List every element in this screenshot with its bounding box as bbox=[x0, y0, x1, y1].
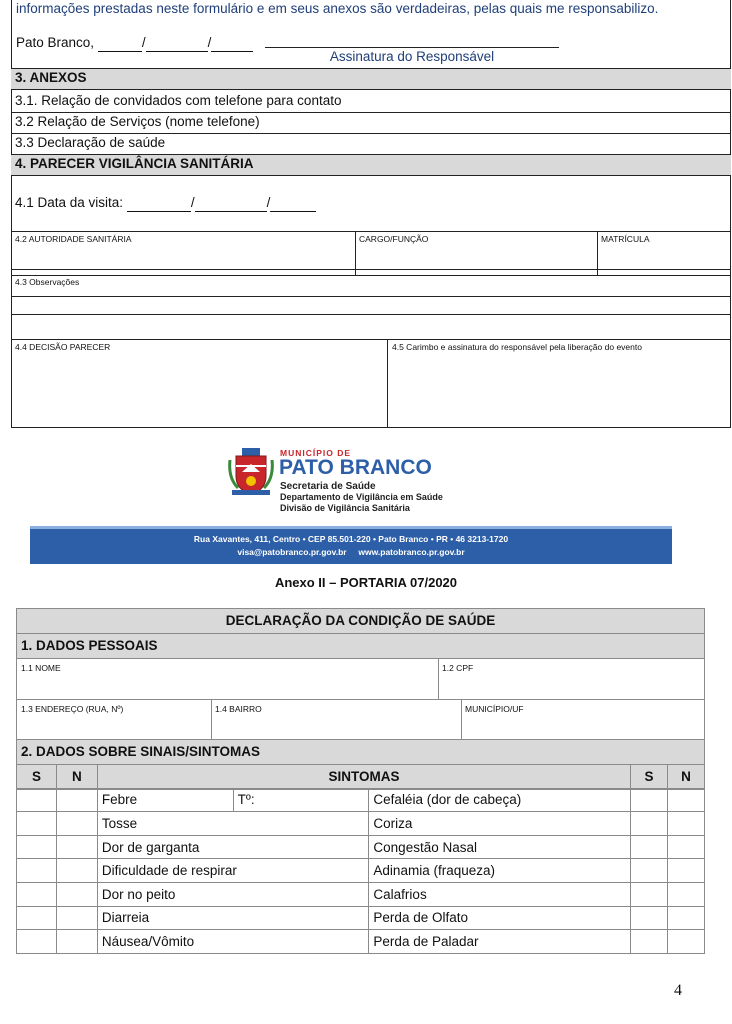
symptom-s-checkbox-right[interactable] bbox=[631, 812, 668, 836]
symptom-row bbox=[17, 859, 705, 883]
symptom-right-label: Coriza bbox=[369, 812, 631, 836]
symptom-left-label: Dor no peito bbox=[97, 882, 369, 906]
declaration-text: informações prestadas neste formulário e em seus anexos são verdadeiras, pelas quais me responsabilizo. bbox=[16, 1, 659, 16]
symptom-right-label: Perda de Paladar bbox=[369, 930, 631, 954]
symptom-n-checkbox-right[interactable] bbox=[668, 882, 705, 906]
symptom-n-checkbox[interactable] bbox=[56, 930, 97, 954]
symptoms-header-row bbox=[17, 765, 705, 789]
symptom-right-label: Congestão Nasal bbox=[369, 835, 631, 859]
symptom-s-checkbox[interactable] bbox=[17, 906, 57, 930]
symptom-left-label: Náusea/Vômito bbox=[97, 930, 369, 954]
col-s-header: S bbox=[17, 765, 57, 789]
symptom-row bbox=[17, 930, 705, 954]
temperature-label: Tº: bbox=[233, 788, 369, 812]
symptom-s-checkbox[interactable] bbox=[17, 882, 57, 906]
symptom-s-checkbox-right[interactable] bbox=[631, 882, 668, 906]
section4-header bbox=[11, 154, 731, 176]
month-blank[interactable] bbox=[146, 38, 208, 52]
visit-day-blank[interactable] bbox=[127, 198, 191, 212]
symptom-n-checkbox-right[interactable] bbox=[668, 835, 705, 859]
visit-year-blank[interactable] bbox=[270, 198, 316, 212]
observations-label: 4.3 Observações bbox=[15, 277, 80, 287]
symptom-n-checkbox[interactable] bbox=[56, 812, 97, 836]
symptom-n-checkbox[interactable] bbox=[56, 788, 97, 812]
col-n-header-right: N bbox=[668, 765, 705, 789]
section3-title: 3. ANEXOS bbox=[15, 70, 87, 85]
symptom-right-label: Calafrios bbox=[369, 882, 631, 906]
symptom-row bbox=[17, 788, 705, 812]
visit-date-label: 4.1 Data da visita: bbox=[15, 195, 124, 210]
symptom-s-checkbox-right[interactable] bbox=[631, 930, 668, 954]
symptom-left-label: Febre bbox=[97, 788, 233, 812]
address-text: Rua Xavantes, 411, Centro • CEP 85.501-220 • Pato Branco • PR • 46 3213-1720 bbox=[193, 534, 509, 544]
contact-banner bbox=[30, 526, 672, 564]
annex-title: Anexo II – PORTARIA 07/2020 bbox=[274, 575, 458, 590]
symptom-right-label: Adinamia (fraqueza) bbox=[369, 859, 631, 883]
symptom-s-checkbox[interactable] bbox=[17, 835, 57, 859]
day-blank[interactable] bbox=[98, 38, 142, 52]
symptom-s-checkbox[interactable] bbox=[17, 788, 57, 812]
symptom-n-checkbox[interactable] bbox=[56, 906, 97, 930]
visit-date-line: 4.1 Data da visita: / / bbox=[15, 194, 316, 212]
symptom-n-checkbox-right[interactable] bbox=[668, 859, 705, 883]
divisao-line: Divisão de Vigilância Sanitária bbox=[280, 503, 410, 513]
endereco-label: 1.3 ENDEREÇO (RUA, Nº) bbox=[21, 704, 124, 714]
nome-label: 1.1 NOME bbox=[21, 663, 61, 673]
symptom-s-checkbox-right[interactable] bbox=[631, 859, 668, 883]
section1-header bbox=[17, 634, 704, 659]
symptom-right-label: Cefaléia (dor de cabeça) bbox=[369, 788, 631, 812]
col-sintomas-header: SINTOMAS bbox=[97, 765, 630, 789]
city-name: PATO BRANCO bbox=[279, 456, 432, 479]
symptom-left-label: Dor de garganta bbox=[97, 835, 369, 859]
col-n-header: N bbox=[56, 765, 97, 789]
symptom-n-checkbox[interactable] bbox=[56, 835, 97, 859]
symptom-row bbox=[17, 812, 705, 836]
section1-title: 1. DADOS PESSOAIS bbox=[21, 638, 158, 653]
symptom-n-checkbox-right[interactable] bbox=[668, 812, 705, 836]
symptom-row bbox=[17, 882, 705, 906]
municipal-coat-of-arms-icon bbox=[228, 448, 274, 496]
symptom-s-checkbox[interactable] bbox=[17, 812, 57, 836]
matricula-label: MATRÍCULA bbox=[601, 234, 650, 244]
symptom-row bbox=[17, 906, 705, 930]
symptom-s-checkbox-right[interactable] bbox=[631, 788, 668, 812]
symptom-s-checkbox-right[interactable] bbox=[631, 906, 668, 930]
secretaria-line: Secretaria de Saúde bbox=[280, 481, 376, 492]
year-blank[interactable] bbox=[211, 38, 253, 52]
section2-title: 2. DADOS SOBRE SINAIS/SINTOMAS bbox=[21, 744, 261, 759]
decision-label: 4.4 DECISÃO PARECER bbox=[15, 342, 111, 352]
health-form bbox=[16, 608, 705, 790]
section2-header bbox=[17, 740, 704, 765]
visit-month-blank[interactable] bbox=[195, 198, 267, 212]
section3-header bbox=[11, 68, 731, 90]
col-s-header-right: S bbox=[631, 765, 668, 789]
symptom-left-label: Dificuldade de respirar bbox=[97, 859, 369, 883]
stamp-label: 4.5 Carimbo e assinatura do responsável pela liberação do evento bbox=[392, 342, 642, 352]
cpf-label: 1.2 CPF bbox=[442, 663, 474, 673]
letterhead bbox=[228, 446, 498, 521]
symptom-n-checkbox-right[interactable] bbox=[668, 930, 705, 954]
contacts-text: visa@patobranco.pr.gov.br www.patobranco.pr.gov.br bbox=[237, 547, 465, 557]
cargo-label: CARGO/FUNÇÃO bbox=[359, 234, 429, 244]
annex-item-1: 3.1. Relação de convidados com telefone para contato bbox=[15, 93, 342, 108]
symptom-n-checkbox-right[interactable] bbox=[668, 906, 705, 930]
departamento-line: Departamento de Vigilância em Saúde bbox=[280, 492, 443, 502]
municipio-label: MUNICÍPIO/UF bbox=[465, 704, 524, 714]
section4-title: 4. PARECER VIGILÂNCIA SANITÁRIA bbox=[15, 156, 254, 171]
symptom-n-checkbox[interactable] bbox=[56, 882, 97, 906]
bairro-label: 1.4 BAIRRO bbox=[215, 704, 262, 714]
health-form-title: DECLARAÇÃO DA CONDIÇÃO DE SAÚDE bbox=[225, 613, 496, 628]
health-form-title-bar bbox=[17, 609, 704, 634]
municipio-text: MUNICÍPIO DE bbox=[280, 448, 352, 458]
symptom-s-checkbox-right[interactable] bbox=[631, 835, 668, 859]
city-prefix: Pato Branco, bbox=[16, 35, 95, 50]
signature-label: Assinatura do Responsável bbox=[329, 49, 495, 64]
symptom-right-label: Perda de Olfato bbox=[369, 906, 631, 930]
symptom-left-label: Diarreia bbox=[97, 906, 369, 930]
symptom-row bbox=[17, 835, 705, 859]
symptom-n-checkbox[interactable] bbox=[56, 859, 97, 883]
top-form bbox=[11, 0, 731, 428]
annex-item-3: 3.3 Declaração de saúde bbox=[15, 135, 166, 150]
symptom-s-checkbox[interactable] bbox=[17, 930, 57, 954]
signature-date-line: Pato Branco, / / bbox=[16, 34, 253, 52]
authority-label: 4.2 AUTORIDADE SANITÁRIA bbox=[15, 234, 132, 244]
page-number: 4 bbox=[674, 982, 682, 999]
symptom-s-checkbox[interactable] bbox=[17, 859, 57, 883]
symptom-n-checkbox-right[interactable] bbox=[668, 788, 705, 812]
symptom-left-label: Tosse bbox=[97, 812, 369, 836]
symptoms-table bbox=[16, 764, 705, 954]
annex-item-2: 3.2 Relação de Serviços (nome telefone) bbox=[15, 114, 260, 129]
